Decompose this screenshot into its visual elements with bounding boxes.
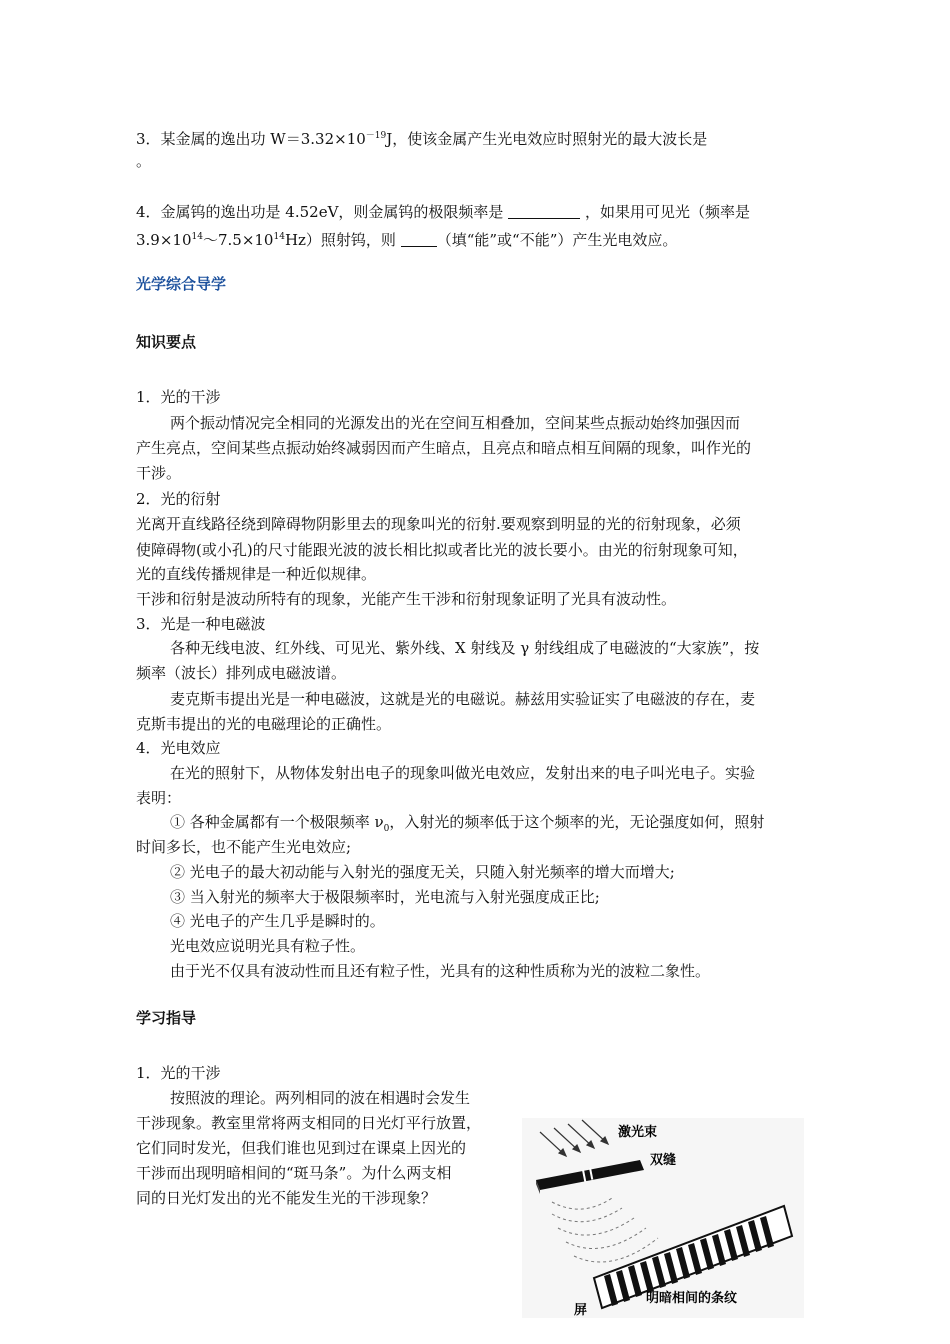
knowledge-line: 1．光的干涉 (136, 388, 221, 406)
q3-text-b: J，使该金属产生光电效应时照射光的最大波长是 (386, 130, 708, 148)
q4-line2 (136, 226, 677, 251)
knowledge-line: 时间多长，也不能产生光电效应; (136, 838, 352, 856)
label-slit: 双缝 (650, 1153, 677, 1168)
knowledge-line: ② 光电子的最大初动能与入射光的强度无关，只随入射光频率的增大而增大; (170, 863, 675, 881)
knowledge-line: 克斯韦提出的光的电磁理论的正确性。 (136, 715, 392, 733)
knowledge-heading: 知识要点 (136, 333, 197, 351)
knowledge-line: 干涉。 (136, 464, 182, 482)
q3-line2: 。 (136, 152, 152, 170)
guidance-line: 干涉现象。教室里常将两支相同的日光灯平行放置， (136, 1114, 482, 1132)
knowledge-line: 光离开直线路径绕到障碍物阴影里去的现象叫光的衍射.要观察到明显的光的衍射现象，必须 (136, 515, 741, 533)
q4-line2-a: 3.9×10 (136, 231, 192, 249)
knowledge-line: 光电效应说明光具有粒子性。 (170, 937, 366, 955)
knowledge-line: 在光的照射下，从物体发射出电子的现象叫做光电效应，发射出来的电子叫光电子。实验 (170, 764, 756, 782)
q4-exponent-2: 14 (273, 232, 285, 242)
knowledge-line: 使障碍物(或小孔)的尺寸能跟光波的波长相比拟或者比光的波长要小。由光的衍射现象可知， (136, 541, 748, 559)
guidance-line: 按照波的理论。两列相同的波在相遇时会发生 (170, 1089, 471, 1107)
q4-text-b: ，如果用可见光（频率是 (584, 203, 750, 221)
knowledge-line: 表明： (136, 789, 182, 807)
guidance-line: 干涉而出现明暗相间的“斑马条”。为什么两支相 (136, 1164, 452, 1182)
guidance-line: 同的日光灯发出的光不能发生光的干涉现象？ (136, 1189, 437, 1207)
q4-line2-c: Hz）照射钨，则 (284, 231, 396, 249)
label-laser: 激光束 (618, 1125, 658, 1140)
section-title: 光学综合导学 (136, 275, 227, 293)
double-slit-figure (522, 1118, 804, 1318)
knowledge-line: 两个振动情况完全相同的光源发出的光在空间互相叠加，空间某些点振动始终加强因而 (170, 414, 741, 432)
guidance-line: 它们同时发光，但我们谁也见到过在课桌上因光的 (136, 1139, 467, 1157)
item1-tail: ，入射光的频率低于这个频率的光，无论强度如何，照射 (389, 813, 765, 831)
q4-blank-can[interactable] (401, 230, 437, 247)
knowledge-line: ④ 光电子的产生几乎是瞬时的。 (170, 912, 385, 930)
guidance-heading: 学习指导 (136, 1009, 197, 1027)
label-screen: 屏 (574, 1303, 588, 1318)
knowledge-line: ③ 当入射光的频率大于极限频率时，光电流与入射光强度成正比; (170, 888, 600, 906)
knowledge-line: 产生亮点，空间某些点振动始终减弱因而产生暗点，且亮点和暗点相互间隔的现象，叫作光的 (136, 439, 752, 457)
label-fringes: 明暗相间的条纹 (646, 1291, 738, 1306)
knowledge-line: 2．光的衍射 (136, 490, 221, 508)
q4-line2-d: （填“能”或“不能”）产生光电效应。 (436, 231, 678, 249)
item1-text: ① 各种金属都有一个极限频率 ν (170, 813, 384, 831)
q4-exponent-1: 14 (191, 232, 203, 242)
knowledge-line: 光的直线传播规律是一种近似规律。 (136, 565, 377, 583)
q3-text-a: 3．某金属的逸出功 W＝3.32×10 (136, 130, 366, 148)
knowledge-line: 频率（波长）排列成电磁波谱。 (136, 664, 347, 682)
knowledge-line: 麦克斯韦提出光是一种电磁波，这就是光的电磁说。赫兹用实验证实了电磁波的存在，麦 (170, 690, 756, 708)
q4-blank-frequency[interactable] (508, 202, 580, 219)
knowledge-line: 干涉和衍射是波动所特有的现象，光能产生干涉和衍射现象证明了光具有波动性。 (136, 590, 677, 608)
nu-subscript: 0 (383, 824, 390, 834)
knowledge-line: 各种无线电波、红外线、可见光、紫外线、X 射线及 γ 射线组成了电磁波的“大家族”，按 (170, 639, 760, 657)
q3-line1 (136, 125, 707, 150)
knowledge-line: 由于光不仅具有波动性而且还有粒子性，光具有的这种性质称为光的波粒二象性。 (170, 962, 711, 980)
q4-text-a: 4．金属钨的逸出功是 4.52eV，则金属钨的极限频率是 (136, 203, 504, 221)
knowledge-line: 4．光电效应 (136, 739, 221, 757)
knowledge-line: 3．光是一种电磁波 (136, 615, 266, 633)
q3-exponent: －19 (365, 131, 387, 141)
q4-line1 (136, 201, 750, 223)
q4-line2-b: ～7.5×10 (202, 231, 274, 249)
guidance-line: 1．光的干涉 (136, 1064, 221, 1082)
